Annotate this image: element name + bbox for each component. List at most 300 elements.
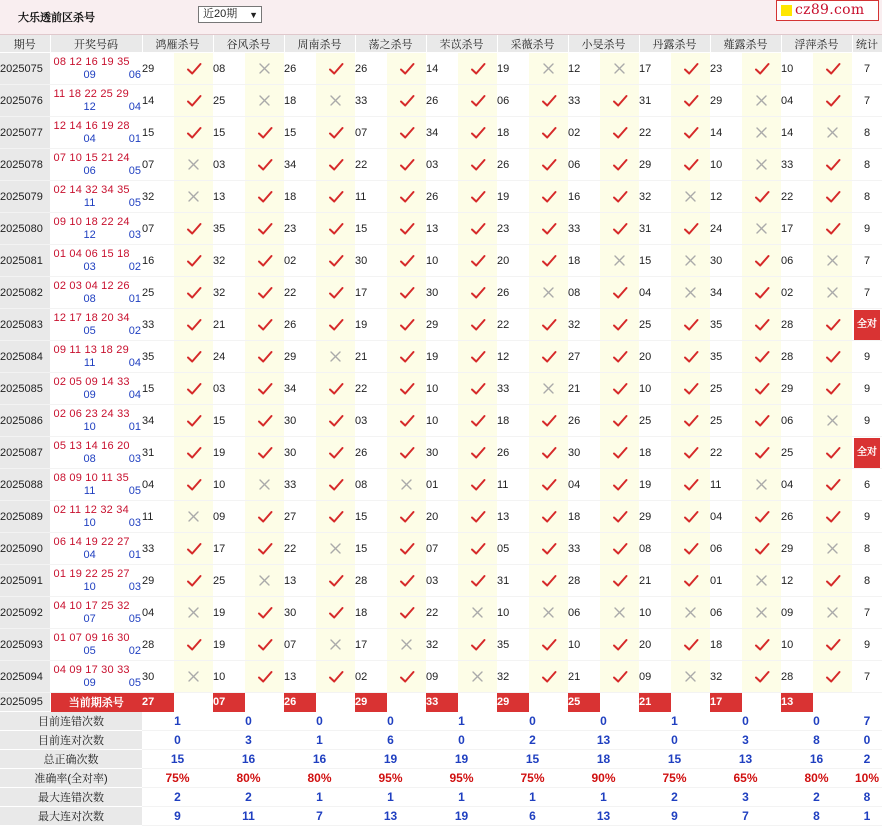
kill-number: 08 [639, 533, 671, 565]
kill-number: 29 [781, 373, 813, 405]
check-icon [813, 85, 852, 117]
kill-number: 27 [284, 501, 316, 533]
column-header: 荡之杀号 [355, 35, 426, 53]
kill-number: 30 [284, 405, 316, 437]
check-icon [387, 181, 426, 213]
back-ball-1: 04 [128, 100, 141, 113]
cross-icon [671, 181, 710, 213]
column-header: 期号 [0, 35, 50, 53]
cross-icon [458, 661, 497, 693]
kill-number: 10 [426, 405, 458, 437]
check-icon [813, 341, 852, 373]
summary-value: 8 [852, 788, 882, 807]
check-icon [458, 469, 497, 501]
kill-number: 19 [213, 629, 245, 661]
cross-icon [742, 117, 781, 149]
kill-number: 15 [355, 533, 387, 565]
check-icon [529, 149, 568, 181]
kill-number: 10 [781, 629, 813, 661]
front-balls: 08 12 16 19 35 [53, 55, 130, 68]
kill-number: 26 [426, 85, 458, 117]
summary-value: 10% [852, 769, 882, 788]
kill-number: 33 [568, 533, 600, 565]
front-balls: 05 13 14 16 20 [53, 439, 130, 452]
issue-number: 2025093 [0, 629, 50, 661]
table-row [0, 565, 882, 597]
kill-number: 20 [639, 341, 671, 373]
draw-numbers [50, 277, 142, 309]
kill-number: 07 [426, 533, 458, 565]
table-row [0, 245, 882, 277]
kill-number: 06 [497, 85, 529, 117]
kill-number: 15 [213, 117, 245, 149]
summary-value: 19 [426, 750, 497, 769]
cross-icon [671, 597, 710, 629]
current-kill-spacer [387, 693, 426, 712]
check-icon [813, 629, 852, 661]
kill-number: 29 [426, 309, 458, 341]
back-ball-1: 01 [128, 292, 141, 305]
back-ball-1: 05 [128, 484, 141, 497]
kill-number: 12 [568, 53, 600, 85]
front-balls: 12 17 18 20 34 [53, 311, 130, 324]
column-header: 芣苡杀号 [426, 35, 497, 53]
kill-number: 22 [639, 117, 671, 149]
back-ball-1: 04 [128, 388, 141, 401]
cross-icon [316, 629, 355, 661]
check-icon [316, 53, 355, 85]
summary-label: 目前连错次数 [0, 712, 142, 731]
kill-number: 21 [568, 373, 600, 405]
summary-value: 1 [426, 788, 497, 807]
issue-number: 2025091 [0, 565, 50, 597]
back-ball-1: 04 [128, 356, 141, 369]
kill-number: 04 [710, 501, 742, 533]
cross-icon [600, 597, 639, 629]
kill-number: 26 [781, 501, 813, 533]
kill-number: 01 [426, 469, 458, 501]
back-ball-1: 01 [128, 420, 141, 433]
chevron-down-icon: ▼ [249, 10, 258, 20]
cross-icon [813, 277, 852, 309]
cross-icon [458, 597, 497, 629]
kill-number: 08 [568, 277, 600, 309]
summary-value: 1 [426, 712, 497, 731]
row-stat [852, 309, 882, 341]
table-header-row [0, 35, 882, 53]
back-ball-2: 04 [83, 548, 96, 561]
summary-value: 1 [639, 712, 710, 731]
kill-number: 33 [284, 469, 316, 501]
kill-number: 22 [781, 181, 813, 213]
kill-number: 25 [142, 277, 174, 309]
check-icon [600, 341, 639, 373]
draw-numbers [50, 245, 142, 277]
issue-number: 2025094 [0, 661, 50, 693]
current-stat-spacer [852, 693, 882, 712]
summary-value: 0 [710, 712, 781, 731]
issue-number: 2025084 [0, 341, 50, 373]
table-row [0, 469, 882, 501]
summary-value: 13 [568, 807, 639, 826]
kill-number: 32 [639, 181, 671, 213]
kill-number: 26 [426, 181, 458, 213]
summary-value: 7 [284, 807, 355, 826]
kill-number: 01 [710, 565, 742, 597]
cross-icon [174, 149, 213, 181]
row-stat: 8 [852, 533, 882, 565]
kill-number: 29 [639, 149, 671, 181]
kill-number: 06 [568, 597, 600, 629]
draw-numbers [50, 309, 142, 341]
draw-numbers [50, 53, 142, 85]
check-icon [387, 501, 426, 533]
check-icon [174, 437, 213, 469]
summary-value: 75% [497, 769, 568, 788]
summary-value: 16 [284, 750, 355, 769]
issue-number: 2025076 [0, 85, 50, 117]
kill-number: 32 [142, 181, 174, 213]
issue-number: 2025082 [0, 277, 50, 309]
row-stat: 9 [852, 341, 882, 373]
summary-value: 2 [213, 788, 284, 807]
current-kill-label: 当前期杀号 [50, 693, 142, 712]
current-kill-spacer [174, 693, 213, 712]
kill-number: 15 [284, 117, 316, 149]
kill-number: 12 [710, 181, 742, 213]
summary-label: 最大连对次数 [0, 807, 142, 826]
kill-number: 18 [284, 181, 316, 213]
draw-numbers [50, 661, 142, 693]
kill-number: 17 [355, 629, 387, 661]
summary-value: 1 [355, 788, 426, 807]
row-stat: 7 [852, 661, 882, 693]
draw-line [51, 471, 143, 497]
check-icon [316, 309, 355, 341]
summary-value: 15 [142, 750, 213, 769]
kill-number: 30 [426, 437, 458, 469]
kill-number: 03 [355, 405, 387, 437]
kill-number: 06 [710, 533, 742, 565]
check-icon [458, 629, 497, 661]
check-icon [529, 213, 568, 245]
kill-number: 18 [568, 501, 600, 533]
cross-icon [316, 533, 355, 565]
kill-number: 08 [355, 469, 387, 501]
summary-value: 6 [497, 807, 568, 826]
summary-label: 总正确次数 [0, 750, 142, 769]
site-logo[interactable] [776, 0, 879, 21]
kill-number: 29 [639, 501, 671, 533]
kill-number: 06 [568, 149, 600, 181]
summary-value: 11 [213, 807, 284, 826]
kill-number: 35 [710, 309, 742, 341]
check-icon [458, 181, 497, 213]
summary-value: 90% [568, 769, 639, 788]
kill-number: 15 [639, 245, 671, 277]
check-icon [671, 149, 710, 181]
current-kill-number: 26 [284, 693, 316, 712]
cross-icon [316, 85, 355, 117]
issue-number: 2025087 [0, 437, 50, 469]
current-issue-number: 2025095 [0, 693, 50, 712]
current-kill-spacer [529, 693, 568, 712]
kill-number: 19 [639, 469, 671, 501]
check-icon [529, 85, 568, 117]
check-icon [174, 565, 213, 597]
kill-number: 10 [639, 373, 671, 405]
check-icon [600, 181, 639, 213]
check-icon [671, 533, 710, 565]
check-icon [813, 437, 852, 469]
check-icon [387, 85, 426, 117]
current-issue-row [0, 693, 882, 712]
kill-number: 12 [781, 565, 813, 597]
issue-number: 2025081 [0, 245, 50, 277]
back-ball-1: 02 [128, 324, 141, 337]
current-kill-number: 07 [213, 693, 245, 712]
kill-number: 29 [142, 565, 174, 597]
check-icon [387, 533, 426, 565]
table-row [0, 181, 882, 213]
kill-number: 18 [568, 245, 600, 277]
kill-number: 25 [213, 85, 245, 117]
back-ball-1: 01 [128, 548, 141, 561]
check-icon [529, 309, 568, 341]
kill-number: 11 [497, 469, 529, 501]
check-icon [245, 373, 284, 405]
kill-number: 08 [213, 53, 245, 85]
front-balls: 07 10 15 21 24 [53, 151, 130, 164]
issue-number: 2025078 [0, 149, 50, 181]
check-icon [529, 629, 568, 661]
check-icon [387, 53, 426, 85]
draw-line [51, 375, 143, 401]
back-ball-1: 03 [128, 516, 141, 529]
cross-icon [387, 469, 426, 501]
check-icon [742, 661, 781, 693]
period-select[interactable] [198, 6, 262, 23]
kill-number: 28 [142, 629, 174, 661]
summary-value: 8 [781, 807, 852, 826]
cross-icon [813, 533, 852, 565]
check-icon [529, 661, 568, 693]
kill-number: 30 [355, 245, 387, 277]
kill-number: 13 [284, 661, 316, 693]
current-kill-number: 29 [497, 693, 529, 712]
check-icon [671, 501, 710, 533]
check-icon [529, 245, 568, 277]
check-icon [529, 533, 568, 565]
kill-number: 31 [639, 213, 671, 245]
draw-numbers [50, 629, 142, 661]
kill-number: 02 [355, 661, 387, 693]
cross-icon [600, 53, 639, 85]
back-ball-2: 11 [83, 484, 96, 497]
check-icon [529, 405, 568, 437]
kill-number: 33 [355, 85, 387, 117]
kill-number: 22 [355, 373, 387, 405]
check-icon [174, 629, 213, 661]
summary-value: 2 [497, 731, 568, 750]
row-stat: 7 [852, 277, 882, 309]
back-ball-2: 08 [83, 452, 96, 465]
summary-value: 65% [710, 769, 781, 788]
back-ball-2: 09 [83, 676, 96, 689]
check-icon [600, 373, 639, 405]
row-stat: 9 [852, 629, 882, 661]
kill-number: 25 [639, 309, 671, 341]
kill-number: 23 [284, 213, 316, 245]
column-header: 小旻杀号 [568, 35, 639, 53]
kill-number: 22 [426, 597, 458, 629]
check-icon [316, 117, 355, 149]
kill-number: 17 [355, 277, 387, 309]
table-row [0, 437, 882, 469]
issue-number: 2025075 [0, 53, 50, 85]
check-icon [813, 469, 852, 501]
summary-value: 13 [710, 750, 781, 769]
summary-value: 1 [568, 788, 639, 807]
issue-number: 2025080 [0, 213, 50, 245]
draw-numbers [50, 565, 142, 597]
kill-number: 09 [213, 501, 245, 533]
kill-number: 07 [284, 629, 316, 661]
front-balls: 04 10 17 25 32 [53, 599, 130, 612]
summary-value: 0 [781, 712, 852, 731]
cross-icon [671, 277, 710, 309]
check-icon [245, 213, 284, 245]
back-ball-2: 11 [83, 356, 96, 369]
kill-number: 31 [497, 565, 529, 597]
check-icon [458, 85, 497, 117]
kill-number: 30 [426, 277, 458, 309]
draw-numbers [50, 469, 142, 501]
kill-number: 12 [497, 341, 529, 373]
kill-number: 04 [639, 277, 671, 309]
summary-value: 80% [213, 769, 284, 788]
kill-number: 19 [355, 309, 387, 341]
table-row [0, 373, 882, 405]
check-icon [316, 245, 355, 277]
check-icon [600, 85, 639, 117]
kill-number: 14 [142, 85, 174, 117]
cross-icon [671, 661, 710, 693]
kill-number: 10 [497, 597, 529, 629]
check-icon [387, 565, 426, 597]
front-balls: 09 11 13 18 29 [53, 343, 129, 356]
check-icon [316, 181, 355, 213]
check-icon [245, 245, 284, 277]
cross-icon [529, 53, 568, 85]
front-balls: 02 03 04 12 26 [53, 279, 130, 292]
kill-number: 25 [781, 437, 813, 469]
cross-icon [174, 501, 213, 533]
back-ball-2: 07 [83, 612, 96, 625]
kill-number: 17 [781, 213, 813, 245]
kill-number: 11 [710, 469, 742, 501]
kill-number: 24 [213, 341, 245, 373]
cross-icon [742, 149, 781, 181]
kill-number: 06 [710, 597, 742, 629]
check-icon [174, 309, 213, 341]
column-header: 采薇杀号 [497, 35, 568, 53]
kill-number: 22 [710, 437, 742, 469]
current-kill-number: 27 [142, 693, 174, 712]
kill-number: 15 [142, 117, 174, 149]
draw-line [51, 663, 143, 689]
cross-icon [742, 85, 781, 117]
check-icon [600, 501, 639, 533]
cross-icon [174, 661, 213, 693]
summary-row [0, 712, 882, 731]
back-ball-2: 05 [83, 324, 96, 337]
check-icon [813, 181, 852, 213]
check-icon [458, 213, 497, 245]
row-stat: 9 [852, 213, 882, 245]
kill-number: 17 [639, 53, 671, 85]
check-icon [529, 117, 568, 149]
summary-value: 3 [710, 731, 781, 750]
current-kill-spacer [742, 693, 781, 712]
front-balls: 02 11 12 32 34 [53, 503, 129, 516]
front-balls: 01 19 22 25 27 [53, 567, 130, 580]
back-ball-2: 11 [83, 196, 96, 209]
kill-number: 20 [497, 245, 529, 277]
issue-number: 2025089 [0, 501, 50, 533]
check-icon [458, 277, 497, 309]
kill-number: 18 [284, 85, 316, 117]
check-icon [458, 149, 497, 181]
summary-value: 15 [497, 750, 568, 769]
summary-value: 75% [639, 769, 710, 788]
check-icon [458, 53, 497, 85]
check-icon [458, 117, 497, 149]
cross-icon [742, 597, 781, 629]
front-balls: 02 05 09 14 33 [53, 375, 130, 388]
current-kill-number: 29 [355, 693, 387, 712]
front-balls: 08 09 10 11 35 [53, 471, 129, 484]
check-icon [742, 277, 781, 309]
kill-number: 10 [568, 629, 600, 661]
cross-icon [813, 597, 852, 629]
current-kill-spacer [458, 693, 497, 712]
kill-number: 21 [639, 565, 671, 597]
table-row [0, 213, 882, 245]
table-row [0, 117, 882, 149]
back-ball-2: 05 [83, 644, 96, 657]
check-icon [813, 149, 852, 181]
kill-number: 31 [639, 85, 671, 117]
summary-value: 16 [213, 750, 284, 769]
draw-numbers [50, 85, 142, 117]
table-row [0, 597, 882, 629]
check-icon [387, 437, 426, 469]
kill-number: 13 [426, 213, 458, 245]
kill-number: 29 [710, 85, 742, 117]
check-icon [316, 597, 355, 629]
front-balls: 06 14 19 22 27 [53, 535, 130, 548]
check-icon [458, 437, 497, 469]
check-icon [174, 469, 213, 501]
check-icon [742, 533, 781, 565]
check-icon [742, 405, 781, 437]
kill-number: 28 [568, 565, 600, 597]
kill-number: 32 [213, 277, 245, 309]
table-row [0, 501, 882, 533]
check-icon [174, 533, 213, 565]
kill-number: 03 [213, 149, 245, 181]
